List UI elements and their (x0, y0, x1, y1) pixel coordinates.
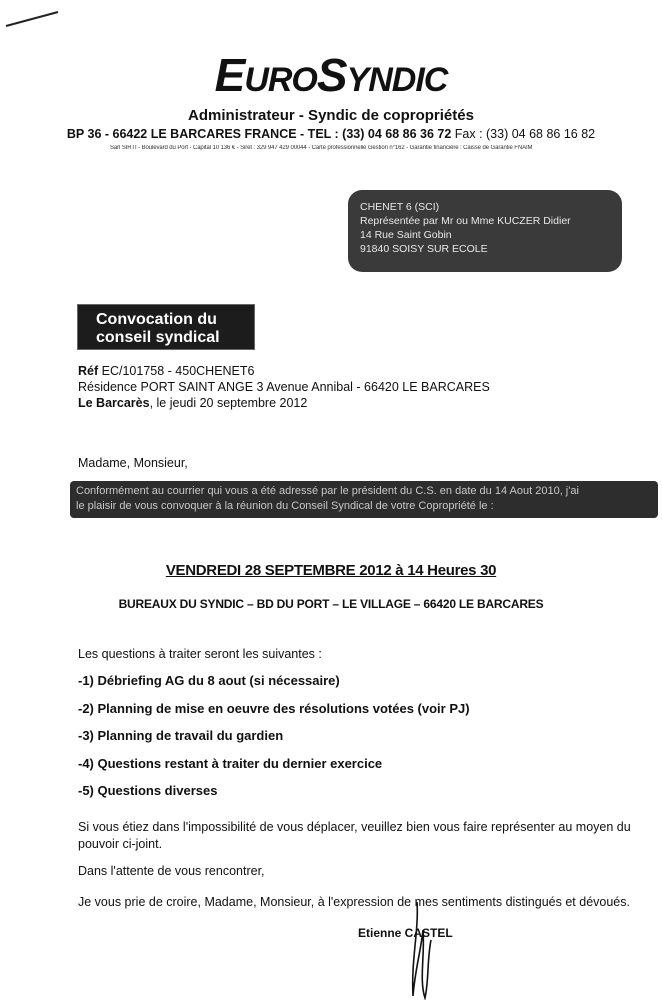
proxy-paragraph: Si vous étiez dans l'impossibilité de vous déplacer, veuillez bien vous faire représenter au moyen du pouvoir ci-joint. (78, 820, 631, 851)
contact-fax: Fax : (33) 04 68 86 16 82 (451, 127, 596, 141)
place-date-line (78, 395, 490, 411)
title-line-1: Convocation du (96, 311, 217, 328)
company-logo: EUROSYNDIC (214, 49, 448, 101)
scan-mark (4, 8, 60, 30)
agenda-item: -5) Questions diverses (78, 783, 218, 798)
handwritten-signature (395, 900, 455, 1000)
agenda-list (78, 673, 470, 811)
recipient-line-4: 91840 SOISY SUR ECOLE (360, 243, 488, 255)
company-contact (0, 127, 662, 141)
reference-block (78, 363, 490, 411)
document-title-box (78, 305, 254, 349)
salutation: Madame, Monsieur, (78, 456, 188, 470)
recipient-address-redacted (348, 190, 622, 272)
courtesy-paragraph: Je vous prie de croire, Madame, Monsieur, à l'expression de mes sentiments distingués et dévoués. (78, 895, 630, 909)
reference-line (78, 363, 490, 379)
meeting-date: VENDREDI 28 SEPTEMBRE 2012 à 14 Heures 30 (165, 562, 497, 579)
agenda-intro: Les questions à traiter seront les suivantes : (78, 647, 322, 661)
recipient-line-3: 14 Rue Saint Gobin (360, 229, 452, 241)
redacted-line-2: le plaisir de vous convoquer à la réunion du Conseil Syndical de votre Copropriété le : (76, 500, 494, 512)
ref-value: EC/101758 - 450CHENET6 (98, 364, 255, 378)
agenda-item: -4) Questions restant à traiter du dernier exercice (78, 755, 383, 771)
title-line-2: conseil syndical (96, 329, 220, 346)
meeting-place: BUREAUX DU SYNDIC – BD DU PORT – LE VILLAGE – 66420 LE BARCARES (118, 597, 544, 611)
signer-name: Etienne CASTEL (358, 926, 453, 940)
place: Le Barcarès (78, 396, 150, 410)
redacted-paragraph (70, 481, 658, 518)
ref-label: Réf (78, 364, 99, 378)
recipient-line-1: CHENET 6 (SCI) (360, 201, 440, 213)
agenda-item: -2) Planning de mise en oeuvre des résolutions votées (voir PJ) (78, 700, 470, 716)
redacted-line-1: Conformément au courrier qui vous a été adressé par le président du C.S. en date du 14 Aout 2010, j'ai (76, 485, 579, 497)
recipient-line-2: Représentée par Mr ou Mme KUCZER Didier (360, 215, 571, 227)
agenda-item: -1) Débriefing AG du 8 aout (si nécessaire) (78, 673, 340, 688)
contact-phone: BP 36 - 66422 LE BARCARES FRANCE - TEL : (33) 04 68 86 36 72 (66, 127, 452, 141)
company-tagline: Administrateur - Syndic de copropriétés (188, 107, 474, 124)
agenda-item: -3) Planning de travail du gardien (78, 728, 284, 743)
residence-line: Résidence PORT SAINT ANGE 3 Avenue Annibal - 66420 LE BARCARES (78, 380, 490, 394)
closing-paragraph: Dans l'attente de vous rencontrer, (78, 864, 265, 878)
company-legal-line: Sarl SIRTI - Boulevard du Port - Capital 10 136 € - Siret : 329 947 429 00044 - Carte professionnelle Gestion n°162 - Garantie financière : Caisse de Garantie FNAIM (110, 145, 533, 151)
letter-date: , le jeudi 20 septembre 2012 (149, 396, 308, 410)
